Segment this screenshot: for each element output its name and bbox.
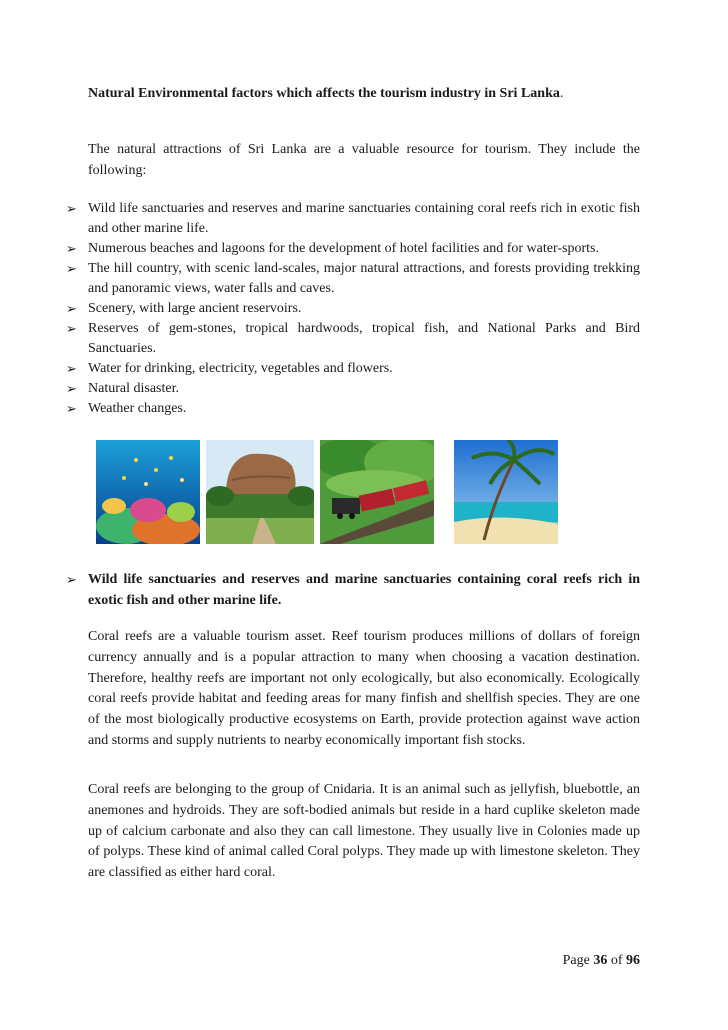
arrow-bullet-icon: ➢ <box>66 361 77 376</box>
page-of: of <box>607 953 626 968</box>
list-item <box>66 399 640 419</box>
list-item-text: Wild life sanctuaries and reserves and marine sanctuaries containing coral reefs rich in exotic fish and other marine life. <box>88 201 640 236</box>
list-item-text: Scenery, with large ancient reservoirs. <box>88 301 302 316</box>
list-item-text: Weather changes. <box>88 401 187 416</box>
list-item <box>66 379 640 399</box>
list-item <box>66 199 640 239</box>
arrow-bullet-icon: ➢ <box>66 381 77 396</box>
current-page: 36 <box>593 953 608 968</box>
intro-paragraph: The natural attractions of Sri Lanka are a valuable resource for tourism. They include the following: <box>88 142 640 178</box>
arrow-bullet-icon: ➢ <box>66 572 77 587</box>
sigiriya-rock-photo <box>206 440 314 544</box>
arrow-bullet-icon: ➢ <box>66 301 77 316</box>
list-item <box>66 319 640 359</box>
arrow-bullet-icon: ➢ <box>66 321 77 336</box>
page-label: Page <box>562 953 594 968</box>
arrow-bullet-icon: ➢ <box>66 201 77 216</box>
arrow-bullet-icon: ➢ <box>66 261 77 276</box>
list-item-text: Natural disaster. <box>88 381 179 396</box>
page-heading <box>88 86 648 102</box>
heading-period: . <box>559 86 564 101</box>
list-item <box>66 239 640 259</box>
page-number <box>563 953 640 969</box>
section-heading-text: Wild life sanctuaries and reserves and marine sanctuaries containing coral reefs rich in exotic fish and other marine life. <box>88 572 640 608</box>
list-item-text: The hill country, with scenic land-scales, major natural attractions, and forests providing trekking and panoramic views, water falls and caves. <box>88 261 640 296</box>
list-item <box>66 299 640 319</box>
coral-paragraph-1: Coral reefs are a valuable tourism asset. Reef tourism produces millions of dollars of foreign currency annually and is a popular attraction to many when choosing a vacation destination. Therefore, healthy reefs are important not only ecologically, but also economically. Ecologically coral reefs provide habitat and feeding areas for many finfish and shellfish species. They are one of the most biologically productive ecosystems on Earth, provide protection against wave action and storms and supply nutrients to nearby economically important fish stocks. <box>88 629 640 748</box>
list-item-text: Reserves of gem-stones, tropical hardwoods, tropical fish, and National Parks and Bird Sanctuaries. <box>88 321 640 356</box>
list-item-text: Numerous beaches and lagoons for the development of hotel facilities and for water-sports. <box>88 241 599 256</box>
photo-strip <box>92 440 562 546</box>
list-item <box>66 359 640 379</box>
section-heading <box>66 569 640 611</box>
coral-paragraph-2: Coral reefs are belonging to the group of Cnidaria. It is an animal such as jellyfish, bluebottle, an anemones and hydroids. They are soft-bodied animals but reside in a hard cuplike skeleton made up of calcium carbonate and also they can call limestone. They usually live in Colonies made up of polyps. These kind of animal called Coral polyps. They made up with limestone skeleton. They are classified as either hard coral. <box>88 782 640 881</box>
list-item <box>66 259 640 299</box>
attractions-list <box>66 199 640 419</box>
total-pages: 96 <box>626 953 640 968</box>
hill-country-train-photo <box>320 440 434 544</box>
list-item-text: Water for drinking, electricity, vegetables and flowers. <box>88 361 393 376</box>
arrow-bullet-icon: ➢ <box>66 401 77 416</box>
arrow-bullet-icon: ➢ <box>66 241 77 256</box>
beach-palm-photo <box>454 440 558 544</box>
coral-reef-photo <box>96 440 200 544</box>
heading-text: Natural Environmental factors which affects the tourism industry in Sri Lanka <box>88 86 560 101</box>
